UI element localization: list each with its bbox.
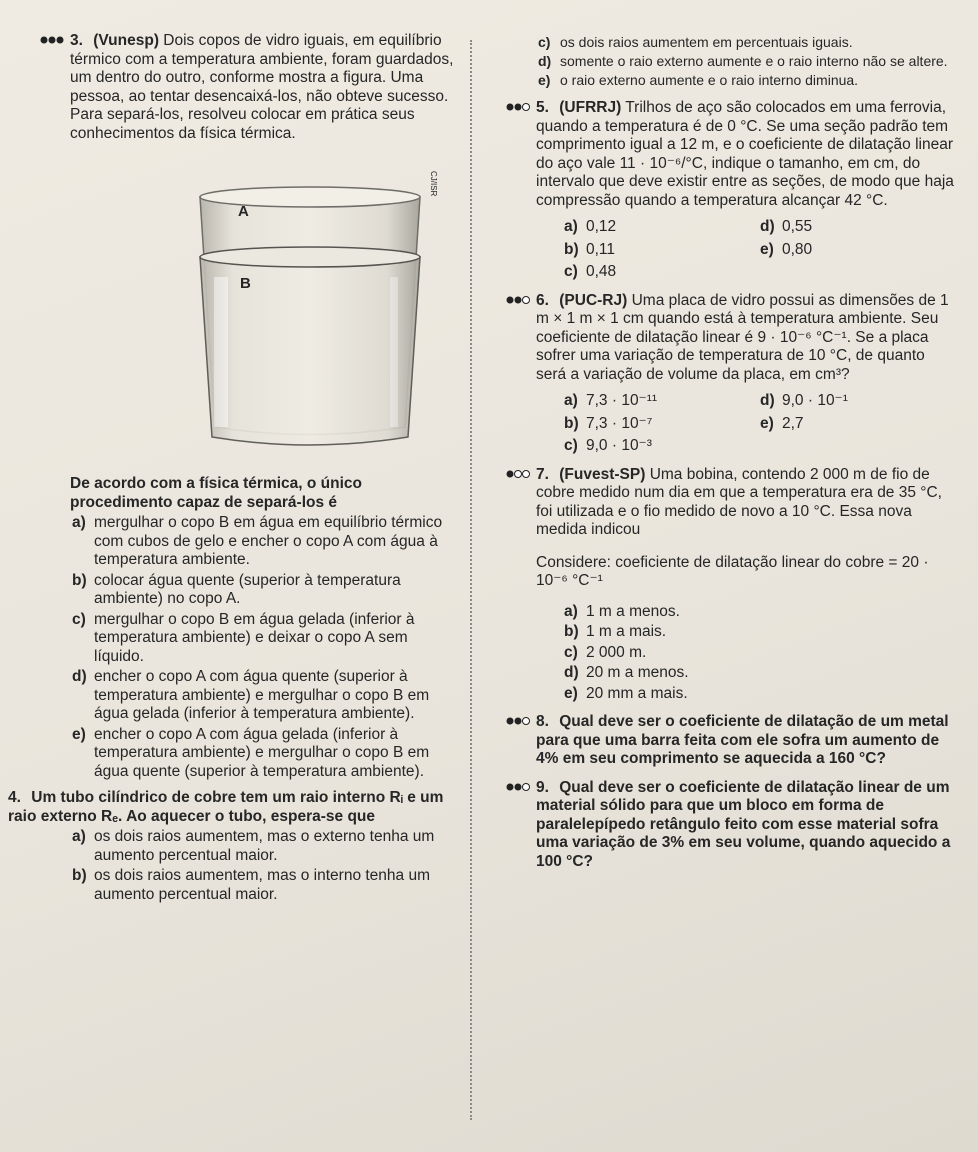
question-source: (PUC-RJ) (559, 291, 628, 309)
option-text: 0,12 (586, 218, 617, 235)
option-a[interactable] (564, 392, 758, 411)
question-4 (8, 789, 460, 904)
option-d[interactable] (760, 392, 954, 411)
question-source: (Fuvest-SP) (559, 465, 646, 483)
option-e[interactable] (538, 72, 954, 89)
option-text: 7,3 · 10⁻¹¹ (586, 392, 658, 409)
option-text: 20 m a menos. (586, 664, 689, 681)
question-8 (536, 713, 954, 769)
question-text: Um tubo cilíndrico de cobre tem um raio interno Rᵢ e um raio externo Rₑ. Ao aquecer o tubo, espera-se que (8, 789, 444, 825)
option-b[interactable] (72, 572, 460, 609)
difficulty-icon (506, 469, 530, 479)
question-source: (Vunesp) (93, 32, 159, 49)
option-c[interactable] (564, 644, 954, 663)
option-letter: a) (72, 514, 86, 531)
question-5 (536, 99, 954, 282)
question-text: Uma placa de vidro possui as dimensões de 1 m × 1 m × 1 cm quando está à temperatura ambiente. Seu coeficiente de dilatação linear é 9 · 10⁻⁶ °C⁻¹. Se a placa sofrer uma variação de temperatura de 10 °C, de quanto será a variação de volume da placa, em cm³? (536, 291, 949, 383)
option-text: 1 m a menos. (586, 602, 680, 620)
option-text: 0,11 (586, 240, 616, 258)
option-letter: d) (564, 664, 579, 681)
difficulty-icon (506, 295, 530, 305)
image-credit: CJ/ISR (429, 171, 438, 197)
option-b[interactable] (564, 623, 954, 642)
option-d[interactable] (760, 218, 954, 237)
difficulty-icon (40, 35, 64, 45)
option-text: 20 mm a mais. (586, 684, 688, 702)
option-letter: e) (72, 725, 86, 743)
question-number: 4. (8, 789, 21, 806)
option-b[interactable] (72, 867, 460, 904)
question-7 (536, 466, 954, 704)
option-d[interactable] (538, 53, 954, 70)
question-source: (UFRRJ) (559, 99, 622, 116)
option-a[interactable] (72, 828, 460, 865)
option-text: mergulhar o copo B em água em equilíbrio térmico com cubos de gelo e encher o copo A com água à temperatura ambiente. (94, 514, 443, 568)
question-number: 7. (536, 465, 549, 483)
option-letter: d) (760, 392, 775, 409)
option-letter: a) (564, 602, 578, 620)
option-c[interactable] (564, 263, 758, 282)
question-number: 5. (536, 99, 549, 116)
option-e[interactable] (760, 415, 954, 434)
option-text: os dois raios aumentem em percentuais iguais. (560, 34, 853, 50)
column-divider (470, 40, 472, 1120)
option-text: 0,55 (782, 218, 813, 235)
difficulty-icon (506, 782, 530, 792)
option-letter: c) (564, 437, 578, 454)
option-a[interactable] (564, 218, 758, 237)
left-column (8, 32, 460, 904)
option-letter: d) (538, 53, 552, 69)
option-letter: b) (564, 240, 579, 258)
difficulty-icon (506, 716, 530, 726)
question-6 (536, 292, 954, 456)
option-e[interactable] (564, 685, 954, 704)
option-letter: d) (72, 668, 87, 685)
option-a[interactable] (564, 603, 954, 622)
option-c[interactable] (538, 34, 954, 51)
question-text: Trilhos de aço são colocados em uma ferrovia, quando a temperatura é de 0 °C. Se uma seção padrão tem comprimento igual a 12 m, e o coeficiente de dilatação linear do aço vale 11 · 10⁻⁶/°C, indique o tamanho, em cm, do intervalo que deve existir entre as seções, de modo que haja compressão quando a temperatura alcançar 42 °C. (536, 99, 954, 209)
question-prompt: De acordo com a física térmica, o único procedimento capaz de separá-los é (70, 475, 363, 511)
consider-note: Considere: coeficiente de dilatação linear do cobre = 20 · 10⁻⁶ °C⁻¹ (536, 553, 929, 589)
option-d[interactable] (72, 668, 460, 724)
option-text: 9,0 · 10⁻³ (586, 437, 652, 454)
option-text: 7,3 · 10⁻⁷ (586, 414, 653, 432)
option-text: 0,80 (782, 240, 813, 258)
option-text: 9,0 · 10⁻¹ (782, 392, 848, 409)
glass-a-label: A (238, 203, 249, 220)
option-letter: c) (564, 263, 578, 280)
option-text: 0,48 (586, 263, 617, 280)
option-text: 1 m a mais. (586, 623, 667, 640)
option-text: encher o copo A com água quente (superior à temperatura ambiente) e mergulhar o copo B em água gelada (inferior à temperatura ambiente). (94, 668, 430, 722)
option-text: mergulhar o copo B em água gelada (inferior à temperatura ambiente) e deixar o copo A sem líquido. (94, 610, 415, 665)
question-number: 3. (70, 32, 83, 49)
option-letter: e) (760, 414, 774, 432)
question-9 (536, 779, 954, 872)
option-text: 2 000 m. (586, 643, 647, 661)
question-number: 8. (536, 713, 549, 730)
option-letter: c) (538, 34, 551, 50)
option-letter: c) (72, 610, 86, 628)
option-text: colocar água quente (superior à temperatura ambiente) no copo A. (94, 571, 401, 607)
option-letter: d) (760, 218, 775, 235)
nested-glasses-figure (180, 157, 440, 457)
option-letter: b) (564, 623, 579, 640)
option-b[interactable] (564, 241, 758, 260)
question-number: 9. (536, 778, 549, 796)
question-3 (70, 32, 460, 781)
option-letter: a) (72, 828, 86, 845)
option-letter: c) (564, 643, 578, 661)
option-letter: e) (760, 240, 774, 258)
option-d[interactable] (564, 664, 954, 683)
option-b[interactable] (564, 415, 758, 434)
option-text: os dois raios aumentem, mas o externo tenha um aumento percentual maior. (94, 828, 435, 864)
option-text: somente o raio externo aumente e o raio interno não se altere. (560, 53, 948, 69)
option-text: encher o copo A com água gelada (inferior à temperatura ambiente) e mergulhar o copo B em água quente (superior à temperatura ambiente). (94, 725, 430, 780)
option-letter: b) (72, 867, 87, 884)
option-letter: e) (538, 72, 551, 88)
option-c[interactable] (564, 437, 758, 456)
option-letter: b) (72, 571, 87, 589)
option-e[interactable] (72, 726, 460, 782)
question-text: Qual deve ser o coeficiente de dilatação linear de um material sólido para que um bloco em forma de paralelepípedo retângulo feito com esse material sofra uma variação de 3% em seu volume, quando aquecido a 100 °C? (536, 778, 951, 870)
right-column (484, 32, 954, 881)
option-text: 2,7 (782, 414, 804, 432)
question-text: Dois copos de vidro iguais, em equilíbrio térmico com a temperatura ambiente, foram guardados, um dentro do outro, conforme mostra a figura. Uma pessoa, ao tentar desencaixá-los, não obteve sucesso. Para separá-los, resolveu colocar em prática seus conhecimentos da física térmica. (70, 32, 454, 142)
question-4-continued (536, 34, 954, 89)
option-text: os dois raios aumentem, mas o interno tenha um aumento percentual maior. (94, 867, 431, 903)
option-letter: b) (564, 414, 579, 432)
difficulty-icon (506, 102, 530, 112)
question-text: Qual deve ser o coeficiente de dilatação de um metal para que uma barra feita com ele sofra um aumento de 4% em seu comprimento se aquecida a 160 °C? (536, 713, 949, 767)
option-text: o raio externo aumente e o raio interno diminua. (560, 72, 859, 88)
glasses-illustration (180, 157, 440, 457)
option-c[interactable] (72, 611, 460, 667)
option-e[interactable] (760, 241, 954, 260)
option-letter: e) (564, 684, 578, 702)
glass-b-label: B (240, 275, 251, 292)
question-number: 6. (536, 291, 549, 309)
option-a[interactable] (72, 514, 460, 570)
option-letter: a) (564, 392, 578, 409)
option-letter: a) (564, 218, 578, 235)
question-text: Uma bobina, contendo 2 000 m de fio de cobre medido num dia em que a temperatura era de 35 °C, foi utilizada e o fio medido de novo a 10 °C. Essa nova medida indicou (536, 465, 942, 538)
